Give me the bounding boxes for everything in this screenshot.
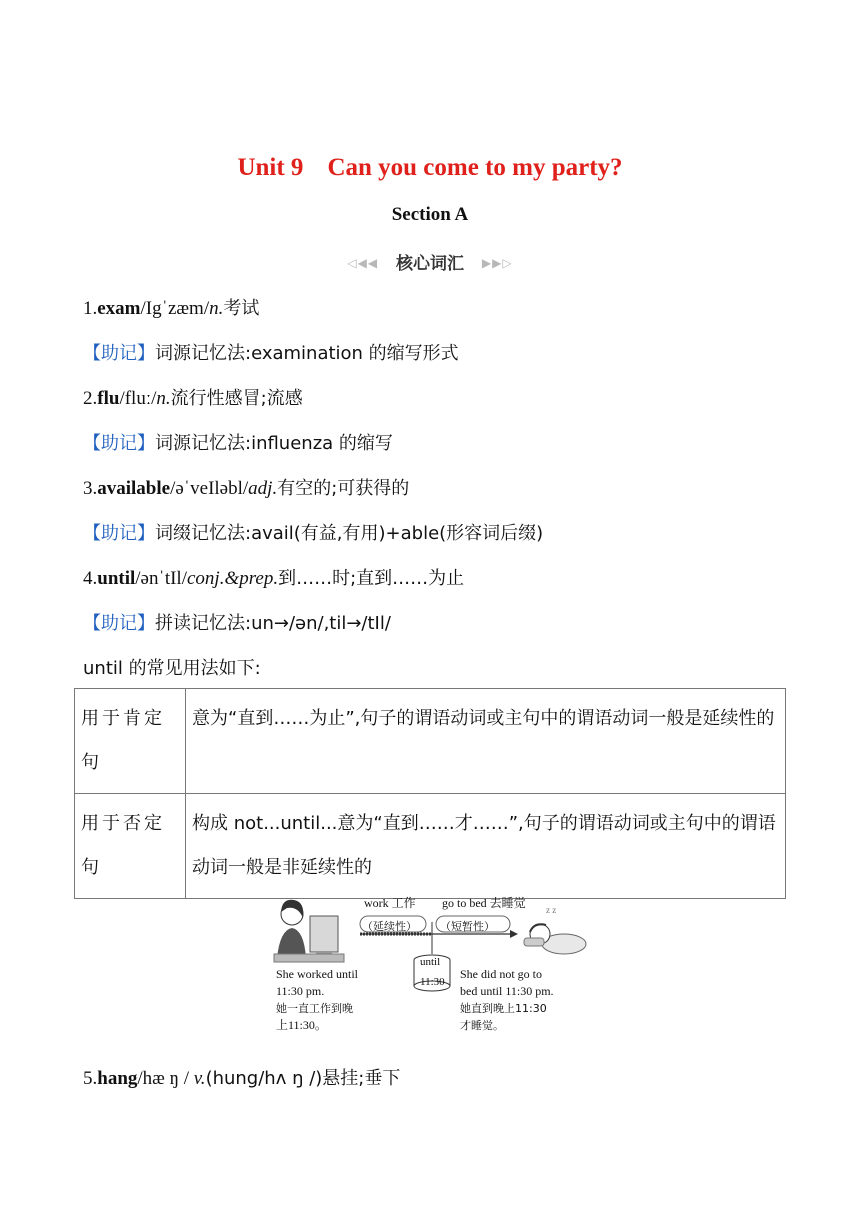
vocab-entry-flu: 2.flu/fluː/n.流行性感冒;流感 [83, 388, 303, 409]
vocab-word: flu [97, 388, 120, 409]
unit-title [0, 154, 860, 182]
work-type-label: （延续性） [362, 920, 417, 933]
memory-text: 词源记忆法:examination 的缩写形式 [155, 343, 459, 364]
table-row [75, 794, 786, 899]
memory-tag: 【助记】 [83, 343, 155, 364]
memory-note-4 [83, 609, 391, 635]
usage-description: 意为“直到……为止”,句子的谓语动词或主句中的谓语动词一般是延续性的 [186, 689, 786, 794]
usage-type: 用于否定句 [75, 794, 186, 899]
part-of-speech: n. [156, 388, 171, 409]
part-of-speech: v. [193, 1068, 206, 1089]
unit-title-text: Can you come to my party? [327, 154, 623, 181]
vocab-word: exam [97, 298, 141, 319]
phonetic: /fluː/ [119, 388, 157, 409]
phonetic: /ənˈtIl/ [135, 568, 187, 589]
work-label: work 工作 [364, 896, 416, 910]
vocab-entry-available: 3.available/əˈveIləbl/adj.有空的;可获得的 [83, 478, 410, 499]
part-of-speech: conj.&prep. [186, 568, 279, 589]
right-caption: She did not go to bed until 11:30 pm. 她直到晚上11:30 才睡觉。 [460, 967, 554, 1032]
memory-tag: 【助记】 [83, 613, 155, 634]
meaning: (hung/hʌ ŋ /)悬挂;垂下 [205, 1068, 401, 1089]
bed-type-label: （短暂性） [440, 920, 495, 933]
right-arrows-icon: ▶▶▷ [481, 256, 513, 270]
memory-tag: 【助记】 [83, 523, 155, 544]
meaning: 到……时;直到……为止 [278, 568, 465, 589]
memory-note-3 [83, 519, 543, 545]
vocab-word: until [97, 568, 136, 589]
memory-text: 词源记忆法:influenza 的缩写 [155, 433, 393, 454]
section-subtitle: Section A [391, 204, 469, 225]
section-heading [0, 249, 860, 274]
bed-label: go to bed 去睡觉 [442, 896, 526, 910]
phonetic: /hæ ŋ / [137, 1068, 194, 1089]
unit-number: Unit 9 [237, 154, 304, 181]
part-of-speech: adj. [248, 478, 278, 499]
vocab-entry-exam: 1.exam/Igˈzæm/n.考试 [83, 298, 260, 319]
meaning: 考试 [223, 298, 260, 319]
memory-note-1 [83, 339, 459, 365]
until-illustration [272, 892, 592, 1042]
left-caption: She worked until 11:30 pm. 她一直工作到晚 上11:30。 [276, 967, 358, 1032]
memory-text: 拼读记忆法:un→/ən/,til→/tIl/ [155, 613, 391, 634]
meaning: 流行性感冒;流感 [170, 388, 303, 409]
section-heading-label: 核心词汇 [396, 254, 464, 274]
left-arrows-icon: ◁◀◀ [347, 256, 379, 270]
usage-intro: until 的常见用法如下: [83, 658, 261, 679]
clock-time: 11:30 [420, 976, 445, 988]
vocab-entry-until: 4.until/ənˈtIl/conj.&prep.到……时;直到……为止 [83, 568, 465, 589]
usage-description: 构成 not...until...意为“直到……才……”,句子的谓语动词或主句中的谓语动词一般是非延续性的 [186, 794, 786, 899]
phonetic: /Igˈzæm/ [140, 298, 210, 319]
sleep-mark: z z [546, 905, 557, 915]
clock-word: until [420, 956, 441, 968]
vocab-word: hang [97, 1068, 138, 1089]
usage-table [74, 688, 786, 899]
meaning: 有空的;可获得的 [277, 478, 410, 499]
vocab-entry-hang: 5.hang/hæ ŋ / v.(hung/hʌ ŋ /)悬挂;垂下 [83, 1068, 401, 1089]
vocab-word: available [97, 478, 171, 499]
phonetic: /əˈveIləbl/ [170, 478, 249, 499]
table-row [75, 689, 786, 794]
memory-note-2 [83, 429, 393, 455]
woman-working-icon [274, 900, 344, 962]
part-of-speech: n. [209, 298, 224, 319]
memory-text: 词缀记忆法:avail(有益,有用)+able(形容词后缀) [155, 523, 544, 544]
memory-tag: 【助记】 [83, 433, 155, 454]
sleeping-person-icon [524, 924, 586, 954]
usage-type: 用于肯定句 [75, 689, 186, 794]
